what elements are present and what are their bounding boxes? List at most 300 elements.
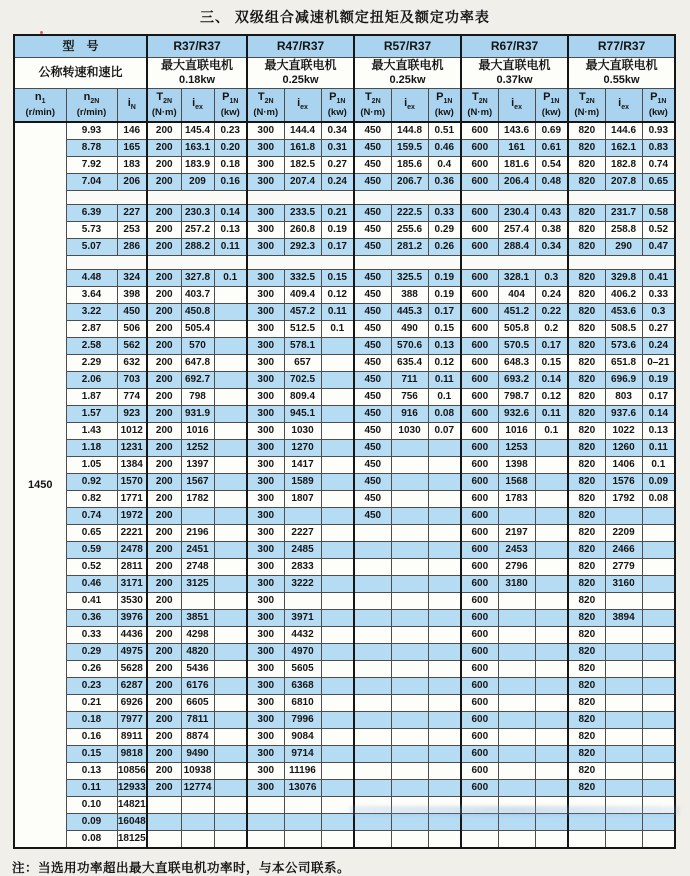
table-row — [14, 593, 675, 610]
cell — [321, 508, 354, 525]
cell: 600 — [461, 695, 498, 712]
cell: 490 — [391, 321, 428, 338]
cell: 300 — [247, 287, 284, 304]
cell — [321, 525, 354, 542]
cell: 182.5 — [284, 157, 321, 174]
cell — [535, 525, 568, 542]
cell: 300 — [247, 474, 284, 491]
cell: 0.34 — [535, 239, 568, 256]
cell: 231.7 — [605, 205, 642, 222]
cell — [354, 814, 391, 831]
cell: 6287 — [117, 678, 147, 695]
cell — [498, 763, 535, 780]
cell: 450 — [354, 321, 391, 338]
cell: 0.12 — [535, 389, 568, 406]
cell: 600 — [461, 174, 498, 191]
cell — [535, 491, 568, 508]
cell — [214, 559, 247, 576]
cell: 183 — [117, 157, 147, 174]
cell: 600 — [461, 559, 498, 576]
cell — [605, 729, 642, 746]
cell: 290 — [605, 239, 642, 256]
cell: 600 — [461, 542, 498, 559]
cell: 300 — [247, 508, 284, 525]
cell — [214, 797, 247, 814]
cell: 300 — [247, 763, 284, 780]
cell: 0.18 — [66, 712, 117, 729]
cell — [391, 661, 428, 678]
cell: 2748 — [181, 559, 214, 576]
cell: 0.58 — [642, 205, 675, 222]
cell: 200 — [147, 610, 181, 627]
cell — [321, 576, 354, 593]
cell: 0.65 — [642, 174, 675, 191]
cell: 573.6 — [605, 338, 642, 355]
cell: 600 — [461, 593, 498, 610]
cell: 0.14 — [642, 406, 675, 423]
cell: 200 — [147, 372, 181, 389]
cell — [391, 814, 428, 831]
cell: 798.7 — [498, 389, 535, 406]
motor-power: 0.18kw — [178, 74, 216, 86]
cell: 3.64 — [66, 287, 117, 304]
cell: 820 — [568, 491, 605, 508]
cell: 600 — [461, 457, 498, 474]
cell — [605, 814, 642, 831]
cell: 16048 — [117, 814, 147, 831]
cell: 0.1 — [428, 389, 461, 406]
cell: 820 — [568, 157, 605, 174]
cell — [321, 814, 354, 831]
cell: 696.9 — [605, 372, 642, 389]
cell: 1783 — [498, 491, 535, 508]
cell: 450 — [354, 287, 391, 304]
cell: 1589 — [284, 474, 321, 491]
cell: 600 — [461, 644, 498, 661]
cell — [321, 593, 354, 610]
cell: 200 — [147, 678, 181, 695]
table-row — [14, 559, 675, 576]
cell: 2227 — [284, 525, 321, 542]
cell: 0.16 — [66, 729, 117, 746]
col-header-p1n: $P_{1N}$ (kw) — [535, 89, 568, 123]
cell: 0.52 — [642, 222, 675, 239]
cell: 651.8 — [605, 355, 642, 372]
cell — [642, 780, 675, 797]
cell: 200 — [147, 140, 181, 157]
table-row — [14, 661, 675, 678]
cell: 711 — [391, 372, 428, 389]
cell — [354, 780, 391, 797]
scan-bleed-artifact — [350, 806, 680, 815]
cell: 0.14 — [214, 205, 247, 222]
cell: 1030 — [284, 423, 321, 440]
cell: 0.23 — [214, 122, 247, 140]
cell — [535, 576, 568, 593]
cell: 300 — [247, 780, 284, 797]
cell: 6.39 — [66, 205, 117, 222]
cell: 8.78 — [66, 140, 117, 157]
cell: 1.57 — [66, 406, 117, 423]
cell: 7996 — [284, 712, 321, 729]
cell: 562 — [117, 338, 147, 355]
cell — [642, 746, 675, 763]
col-header-p1n: $P_{1N}$ (kw) — [214, 89, 247, 123]
cell: 0.14 — [535, 372, 568, 389]
cell: 820 — [568, 321, 605, 338]
cell — [247, 831, 284, 849]
cell: 200 — [147, 746, 181, 763]
separator-cell — [461, 256, 568, 270]
col-header-p1n: $P_{1N}$ (kw) — [321, 89, 354, 123]
cell: 260.8 — [284, 222, 321, 239]
cell: 200 — [147, 593, 181, 610]
table-row — [14, 508, 675, 525]
table-row — [14, 239, 675, 256]
cell: 288.2 — [181, 239, 214, 256]
cell — [321, 661, 354, 678]
cell: 206.4 — [498, 174, 535, 191]
cell: 0.1 — [321, 321, 354, 338]
cell: 600 — [461, 525, 498, 542]
cell: 0.08 — [66, 831, 117, 849]
cell: 450 — [354, 389, 391, 406]
cell: 1570 — [117, 474, 147, 491]
cell: 6926 — [117, 695, 147, 712]
cell: 0.11 — [535, 406, 568, 423]
cell: 13076 — [284, 780, 321, 797]
cell: 200 — [147, 508, 181, 525]
cell: 570 — [181, 338, 214, 355]
cell: 820 — [568, 140, 605, 157]
cell: 820 — [568, 122, 605, 140]
cell — [321, 474, 354, 491]
cell: 8874 — [181, 729, 214, 746]
cell: 0–21 — [642, 355, 675, 372]
cell: 1016 — [181, 423, 214, 440]
motor-power: 0.37kw — [496, 74, 533, 86]
cell: 230.3 — [181, 205, 214, 222]
cell: 457.2 — [284, 304, 321, 321]
cell: 0.3 — [642, 304, 675, 321]
cell: 632 — [117, 355, 147, 372]
cell: 647.8 — [181, 355, 214, 372]
cell — [391, 780, 428, 797]
cell: 600 — [461, 122, 498, 140]
cell: 7977 — [117, 712, 147, 729]
cell — [428, 627, 461, 644]
table-row — [14, 321, 675, 338]
cell: 600 — [461, 239, 498, 256]
cell: 931.9 — [181, 406, 214, 423]
model-label-cell: 型 号 — [14, 35, 147, 58]
cell — [461, 814, 498, 831]
cell: 0.26 — [428, 239, 461, 256]
cell — [642, 814, 675, 831]
cell — [535, 440, 568, 457]
cell: 3530 — [117, 593, 147, 610]
cell: 820 — [568, 695, 605, 712]
col-header-p1n: $P_{1N}$ (kw) — [428, 89, 461, 123]
cell — [354, 678, 391, 695]
cell: 12774 — [181, 780, 214, 797]
cell: 0.59 — [66, 542, 117, 559]
cell: 3125 — [181, 576, 214, 593]
cell: 820 — [568, 304, 605, 321]
cell: 9.93 — [66, 122, 117, 140]
cell — [568, 831, 605, 849]
col-sub: 1 — [41, 98, 46, 106]
group-model-r37: R37/R37 — [147, 35, 247, 58]
cell — [605, 644, 642, 661]
cell — [428, 576, 461, 593]
cell: 200 — [147, 205, 181, 222]
separator-cell — [568, 256, 675, 270]
cell — [181, 593, 214, 610]
cell — [321, 372, 354, 389]
cell: 820 — [568, 780, 605, 797]
cell: 820 — [568, 457, 605, 474]
cell: 206 — [117, 174, 147, 191]
cell: 200 — [147, 157, 181, 174]
cell: 6605 — [181, 695, 214, 712]
cell: 300 — [247, 746, 284, 763]
table-row — [14, 423, 675, 440]
cell — [181, 797, 214, 814]
cell — [214, 440, 247, 457]
table-row — [14, 695, 675, 712]
cell — [535, 559, 568, 576]
cell: 0.17 — [535, 338, 568, 355]
motor-text: 最大直联电机 — [371, 58, 444, 73]
table-row — [14, 525, 675, 542]
motor-power: 0.55kw — [603, 74, 640, 86]
cell: 657 — [284, 355, 321, 372]
cell: 0.65 — [66, 525, 117, 542]
cell: 2478 — [117, 542, 147, 559]
cell: 450 — [354, 338, 391, 355]
separator-cell — [66, 191, 147, 205]
cell — [535, 457, 568, 474]
cell: 300 — [247, 372, 284, 389]
cell: 300 — [247, 270, 284, 287]
cell — [214, 406, 247, 423]
cell — [391, 729, 428, 746]
cell: 5436 — [181, 661, 214, 678]
cell: 159.5 — [391, 140, 428, 157]
cell: 0.93 — [642, 122, 675, 140]
cell — [605, 780, 642, 797]
cell — [428, 440, 461, 457]
cell: 300 — [247, 338, 284, 355]
cell: 2209 — [605, 525, 642, 542]
cell: 1030 — [391, 423, 428, 440]
cell: 1567 — [181, 474, 214, 491]
cell: 703 — [117, 372, 147, 389]
cell: 409.4 — [284, 287, 321, 304]
cell: 9714 — [284, 746, 321, 763]
cell: 0.46 — [66, 576, 117, 593]
cell — [605, 695, 642, 712]
cell: 0.27 — [321, 157, 354, 174]
cell: 450 — [354, 491, 391, 508]
cell: 450 — [354, 222, 391, 239]
cell: 506 — [117, 321, 147, 338]
cell: 5.07 — [66, 239, 117, 256]
cell — [391, 542, 428, 559]
cell: 1398 — [498, 457, 535, 474]
cell: 0.82 — [66, 491, 117, 508]
cell: 200 — [147, 474, 181, 491]
cell — [428, 831, 461, 849]
cell: 9084 — [284, 729, 321, 746]
cell: 6176 — [181, 678, 214, 695]
cell — [642, 542, 675, 559]
table-row — [14, 205, 675, 222]
cell: 916 — [391, 406, 428, 423]
cell: 3222 — [284, 576, 321, 593]
cell: 300 — [247, 406, 284, 423]
cell — [642, 661, 675, 678]
cell: 200 — [147, 661, 181, 678]
cell — [181, 508, 214, 525]
cell: 0.52 — [66, 559, 117, 576]
cell: 0.08 — [428, 406, 461, 423]
cell: 0.29 — [428, 222, 461, 239]
cell — [147, 797, 181, 814]
cell: 200 — [147, 729, 181, 746]
cell: 820 — [568, 338, 605, 355]
col-header-iex: $i_{ex}$ — [391, 89, 428, 123]
cell: 300 — [247, 576, 284, 593]
cell: 600 — [461, 610, 498, 627]
cell: 300 — [247, 423, 284, 440]
table-row — [14, 157, 675, 174]
cell: 0.31 — [321, 140, 354, 157]
cell: 2811 — [117, 559, 147, 576]
cell: 200 — [147, 712, 181, 729]
cell — [214, 304, 247, 321]
cell: 450 — [354, 440, 391, 457]
separator-cell — [354, 191, 461, 205]
table-row — [14, 678, 675, 695]
cell: 0.92 — [66, 474, 117, 491]
cell — [354, 729, 391, 746]
cell: 4436 — [117, 627, 147, 644]
cell: 300 — [247, 542, 284, 559]
cell: 3160 — [605, 576, 642, 593]
cell: 600 — [461, 140, 498, 157]
cell: 600 — [461, 661, 498, 678]
cell: 200 — [147, 321, 181, 338]
cell: 450 — [354, 174, 391, 191]
cell: 292.3 — [284, 239, 321, 256]
cell: 11196 — [284, 763, 321, 780]
cell — [391, 474, 428, 491]
cell: 820 — [568, 763, 605, 780]
cell: 0.61 — [535, 140, 568, 157]
cell — [321, 406, 354, 423]
cell: 0.11 — [214, 239, 247, 256]
cell — [642, 576, 675, 593]
cell: 820 — [568, 627, 605, 644]
col-header-iex: $i_{ex}$ — [284, 89, 321, 123]
cell: 161.8 — [284, 140, 321, 157]
cell — [642, 831, 675, 849]
cell: 300 — [247, 491, 284, 508]
cell — [214, 780, 247, 797]
cell — [284, 508, 321, 525]
cell — [214, 712, 247, 729]
cell: 185.6 — [391, 157, 428, 174]
cell — [391, 559, 428, 576]
table-row — [14, 122, 675, 140]
cell — [214, 576, 247, 593]
cell — [214, 746, 247, 763]
cell: 3976 — [117, 610, 147, 627]
table-row — [14, 729, 675, 746]
cell — [321, 542, 354, 559]
cell — [214, 627, 247, 644]
cell: 300 — [247, 122, 284, 140]
cell: 0.11 — [642, 440, 675, 457]
table-row — [14, 474, 675, 491]
cell: 570.6 — [391, 338, 428, 355]
cell: 693.2 — [498, 372, 535, 389]
cell: 288.4 — [498, 239, 535, 256]
cell: 505.4 — [181, 321, 214, 338]
cell: 820 — [568, 372, 605, 389]
cell: 143.6 — [498, 122, 535, 140]
cell — [214, 287, 247, 304]
cell: 227 — [117, 205, 147, 222]
cell: 3851 — [181, 610, 214, 627]
cell: 14821 — [117, 797, 147, 814]
table-row — [14, 440, 675, 457]
cell: 0.83 — [642, 140, 675, 157]
cell: 300 — [247, 389, 284, 406]
motor-power: 0.25kw — [282, 74, 319, 86]
cell: 328.1 — [498, 270, 535, 287]
cell: 200 — [147, 406, 181, 423]
col-header-t2n: $T_{2N}$ (N·m) — [147, 89, 181, 123]
table-row — [14, 831, 675, 849]
cell — [354, 593, 391, 610]
cell — [498, 746, 535, 763]
cell — [214, 593, 247, 610]
cell — [642, 627, 675, 644]
cell — [321, 457, 354, 474]
cell: 0.51 — [428, 122, 461, 140]
cell — [428, 695, 461, 712]
cell: 163.1 — [181, 140, 214, 157]
cell — [535, 610, 568, 627]
cell: 450 — [354, 157, 391, 174]
cell: 200 — [147, 239, 181, 256]
cell — [391, 491, 428, 508]
cell: 600 — [461, 270, 498, 287]
cell: 820 — [568, 712, 605, 729]
cell: 450 — [354, 205, 391, 222]
cell — [642, 695, 675, 712]
cell — [354, 831, 391, 849]
cell — [321, 678, 354, 695]
cell: 820 — [568, 389, 605, 406]
cell: 820 — [568, 542, 605, 559]
col-unit: (r/min) — [76, 107, 107, 119]
cell — [461, 831, 498, 849]
cell: 600 — [461, 205, 498, 222]
